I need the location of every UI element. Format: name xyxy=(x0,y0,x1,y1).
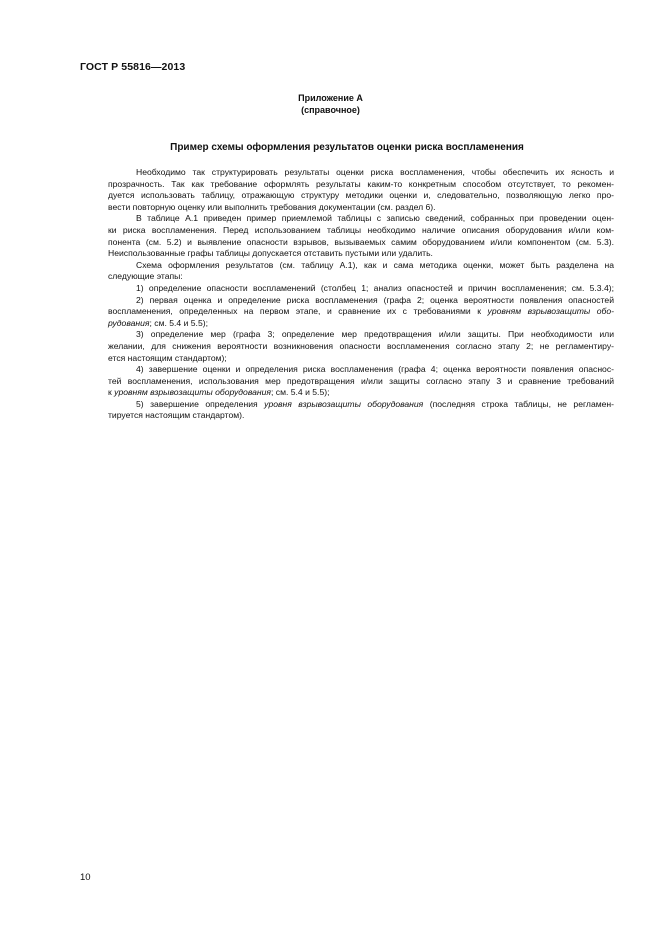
list-item-italic-text: уровням взрывозащиты оборудования xyxy=(114,387,271,398)
list-item-italic-text: рудования xyxy=(108,317,150,328)
appendix-kind: (справочное) xyxy=(301,105,360,115)
document-header: ГОСТ Р 55816—2013 xyxy=(80,61,186,73)
section-title: Пример схемы оформления результатов оценки риска воспламенения xyxy=(170,142,524,153)
appendix-title: Приложение А xyxy=(298,93,363,103)
list-item-line: тируется настоящим стандартом). xyxy=(108,410,245,421)
list-item-2 xyxy=(80,295,614,330)
appendix-heading xyxy=(0,92,661,116)
list-item-line: тей воспламенения, использования мер предотвращения и/или защиты согласно этапу 3 и сравнение требований xyxy=(108,375,614,386)
paragraph-line: дуется использовать таблицу, отражающую структуру методики оценки и, следовательно, позволяющую легко про- xyxy=(108,190,614,201)
paragraph-line: ки риска воспламенения. Перед использованием таблицы необходимо наличие описания оборудования и/или ком- xyxy=(108,224,614,235)
list-item-text: 5) завершение определения xyxy=(136,398,258,409)
page-number: 10 xyxy=(80,872,91,883)
list-item-3 xyxy=(80,329,614,364)
paragraph-line: В таблице А.1 приведен пример приемлемой таблицы с записью сведений, собранных при проведении оцен- xyxy=(136,213,614,224)
list-item-line xyxy=(80,318,614,330)
list-item-text: воспламенения, определенных на первом этапе, и сравнение их с требованиями к xyxy=(108,306,482,317)
paragraph-line: вести повторную оценку или выполнить требования документации (см. раздел 6). xyxy=(108,201,436,212)
list-item-text: к xyxy=(108,387,112,398)
body-text xyxy=(80,167,614,422)
paragraph-line: Необходимо так структурировать результаты оценки риска воспламенения, чтобы обеспечить их ясность и xyxy=(136,167,614,177)
list-item-1 xyxy=(80,283,614,295)
list-item-line: 4) завершение оценки и определения риска воспламенения (графа 4; оценка вероятности появления опаснос- xyxy=(136,364,614,375)
paragraph-line: Схема оформления результатов (см. таблицу А.1), как и сама методика оценки, может быть разделена на xyxy=(136,259,614,270)
list-item-line xyxy=(80,387,614,399)
list-item-line: 1) определение опасности воспламенений (столбец 1; анализ опасностей и причин воспламенения; см. 5.3.4); xyxy=(136,282,614,293)
paragraph-3 xyxy=(80,260,614,283)
list-item-text: (последняя строка таблицы, не регламен- xyxy=(429,398,615,409)
paragraph-1 xyxy=(80,167,614,213)
paragraph-line: следующие этапы: xyxy=(108,271,183,282)
list-item-italic-text: уровням взрывозащиты обо- xyxy=(487,306,614,317)
list-item-line: 3) определение мер (графа 3; определение мер предотвращения и/или защиты. При необходимости или xyxy=(136,329,614,340)
list-item-line xyxy=(80,306,614,318)
paragraph-line: понента (см. 5.2) и выявление опасности взрывов, вызываемых самим оборудованием и/или компонентом (см. 5.3). xyxy=(108,236,614,247)
list-item-5 xyxy=(80,399,614,422)
list-item-text: ; см. 5.4 и 5.5); xyxy=(271,387,330,398)
paragraph-2 xyxy=(80,213,614,259)
list-item-line: ется настоящим стандартом); xyxy=(108,352,227,363)
paragraph-line: Неиспользованные графы таблицы допускается отставить пустыми или удалить. xyxy=(108,248,433,259)
list-item-4 xyxy=(80,364,614,399)
list-item-line: 2) первая оценка и определение риска воспламенения (графа 2; оценка вероятности появления опасностей xyxy=(136,294,614,305)
list-item-line xyxy=(80,399,614,411)
list-item-italic-text: уровня взрывозащиты оборудования xyxy=(264,398,424,409)
paragraph-line: прозрачность. Так как требование оформлять результаты каким-то конкретным способом отсутствует, то рекомен- xyxy=(108,178,614,189)
list-item-line: желании, для снижения вероятности возникновения опасности воспламенения согласно этапу 2; не регламентиру- xyxy=(108,340,614,351)
list-item-text: ; см. 5.4 и 5.5); xyxy=(149,317,208,328)
